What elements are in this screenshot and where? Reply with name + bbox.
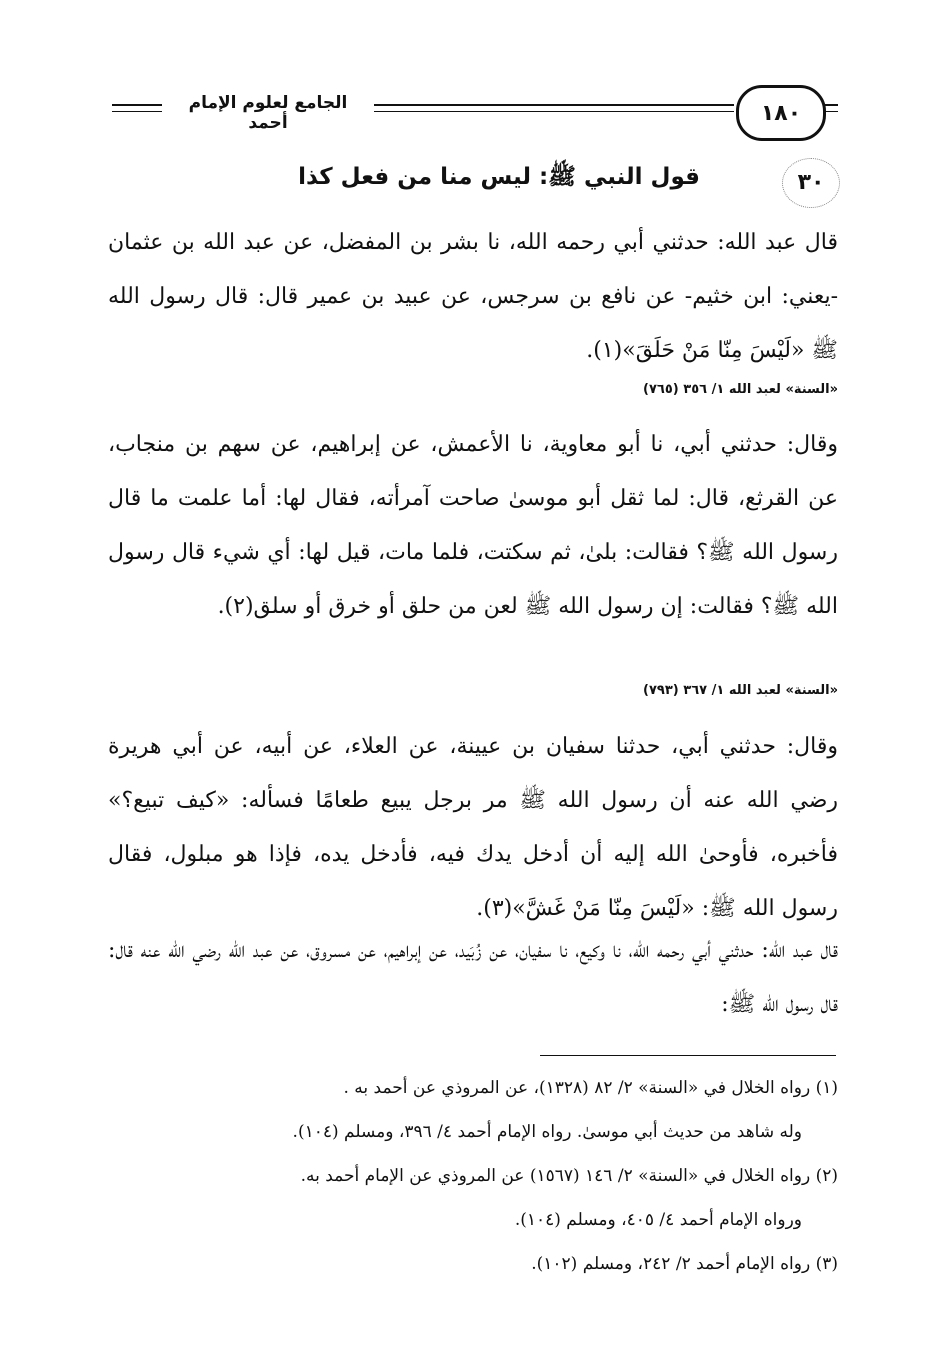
hadith-1-source: «السنة» لعبد الله ١/ ٣٥٦ (٧٦٥) [643,382,838,397]
header-rule-middle-bottom [374,111,734,112]
footnote-1-continuation: وله شاهد من حديث أبي موسىٰ. رواه الإمام أحمد ٤/ ٣٩٦، ومسلم (١٠٤). [292,1122,802,1142]
page-number: ١٨٠ [736,85,826,141]
header-rule-left-top [112,104,162,106]
header-rule-left-bottom [112,111,162,112]
hadith-1-text: قال عبد الله: حدثني أبي رحمه الله، نا بشر بن المفضل، عن عبد الله بن عثمان -يعني: ابن خثيم- عن نافع بن سرجس، عن عبيد بن عمير قال: قال رسول الله ﷺ «لَيْسَ مِنّا مَنْ حَلَقَ»(١). [108,230,838,363]
hadith-3 [108,720,838,936]
hadith-2-text: وقال: حدثني أبي، نا أبو معاوية، نا الأعمش، عن إبراهيم، عن سهم بن منجاب، عن القرثع، قال: لما ثقل أبو موسىٰ صاحت آمرأته، فقال لها: أما علمت ما قال رسول الله ﷺ؟ فقالت: بلىٰ، ثم سكتت، فلما مات، قيل لها: أي شيء قال رسول الله ﷺ؟ فقالت: إن رسول الله ﷺ لعن من حلق أو خرق أو سلق(٢). [108,432,838,619]
hadith-4 [108,924,838,1032]
chapter-number: ٣٠ [797,169,825,195]
footnote-1: (١) رواه الخلال في «السنة» ٢/ ٨٢ (١٣٢٨)، عن المروذي عن أحمد به . [343,1078,838,1098]
hadith-4-text: قال عبد الله: حدثني أبي رحمه الله، نا وكيع، نا سفيان، عن زُبَيد، عن إبراهيم، عن مسروق، عن عبد الله رضي الله عنه قال: قال رسول الله ﷺ: [108,938,838,1017]
chapter-title: قول النبي ﷺ: ليس منا من فعل كذا [298,164,700,190]
hadith-2 [108,418,838,634]
footnote-divider [540,1055,836,1056]
header-rule-middle-top [374,104,734,106]
running-title: الجامع لعلوم الإمام أحمد [168,93,368,133]
hadith-3-text: وقال: حدثني أبي، حدثنا سفيان بن عيينة، عن العلاء، عن أبيه، عن أبي هريرة رضي الله عنه أن رسول الله ﷺ مر برجل يبيع طعامًا فسأله: «كيف تبيع؟» فأخبره، فأوحىٰ الله إليه أن أدخل يدك فيه، فأدخل يده، فإذا هو مبلول، فقال رسول الله ﷺ: «لَيْسَ مِنّا مَنْ غَشَّ»(٣). [108,734,838,921]
footnote-3: (٣) رواه الإمام أحمد ٢/ ٢٤٢، ومسلم (١٠٢). [531,1254,838,1274]
footnotes [108,1066,838,1286]
hadith-1 [108,216,838,378]
hadith-2-source: «السنة» لعبد الله ١/ ٣٦٧ (٧٩٣) [643,683,838,698]
footnote-2-continuation: ورواه الإمام أحمد ٤/ ٤٠٥، ومسلم (١٠٤). [514,1210,802,1230]
footnote-2: (٢) رواه الخلال في «السنة» ٢/ ١٤٦ (١٥٦٧) عن المروذي عن الإمام أحمد به. [300,1166,838,1186]
